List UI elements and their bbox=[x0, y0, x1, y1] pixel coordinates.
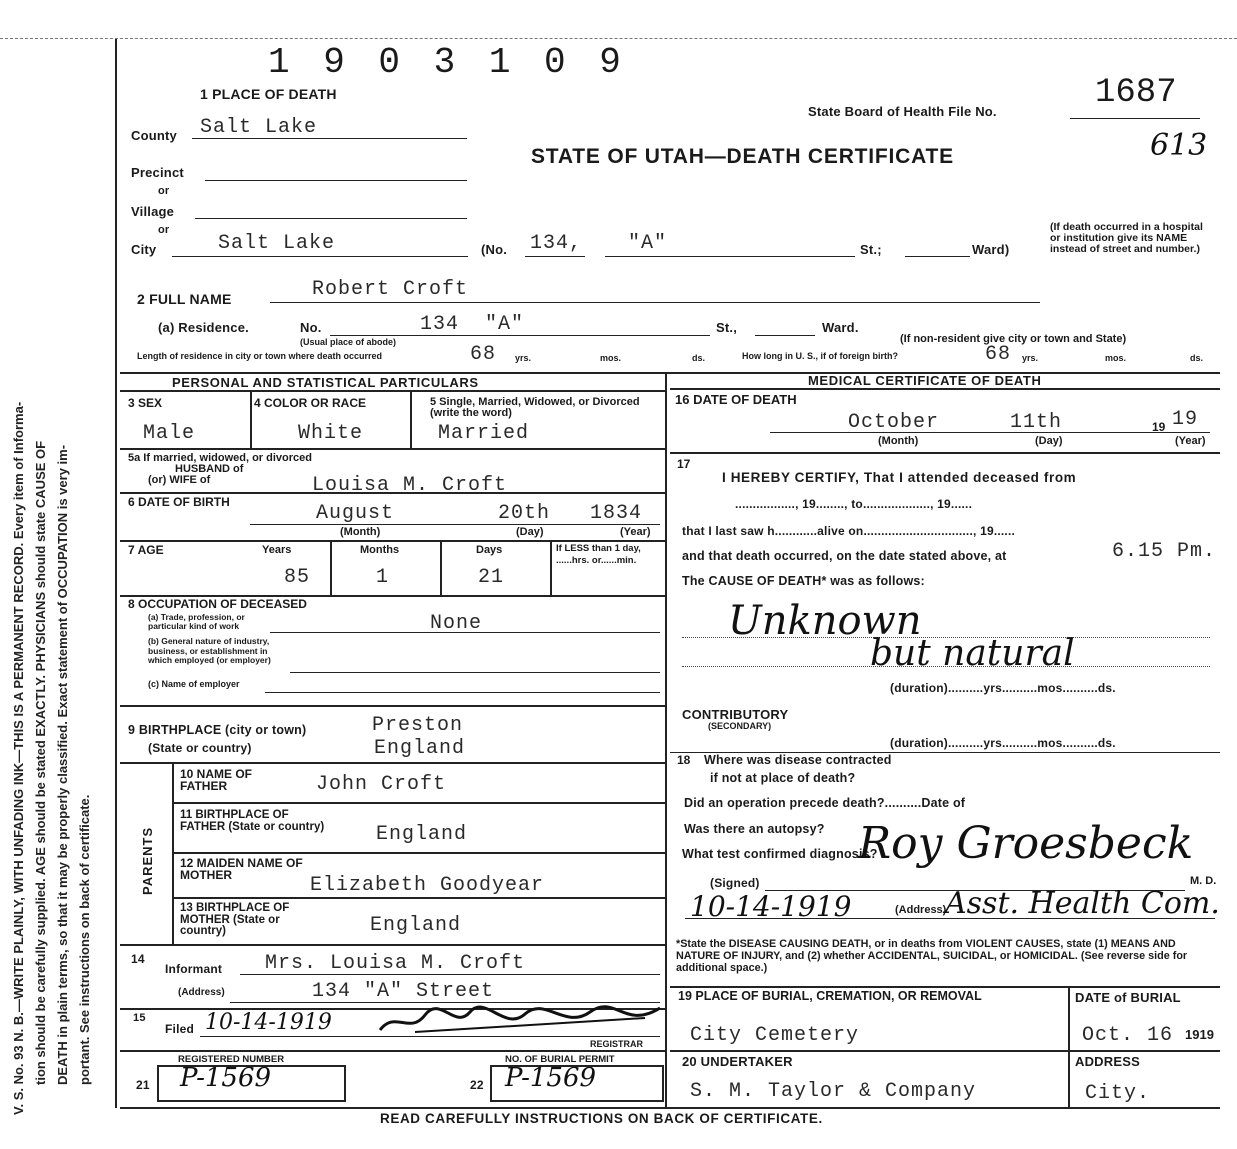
street-number: 134, bbox=[530, 232, 583, 255]
if-not-label: if not at place of death? bbox=[710, 771, 856, 785]
place-of-death-heading: 1 PLACE OF DEATH bbox=[200, 86, 337, 102]
color-value: White bbox=[298, 422, 364, 445]
burial-place: City Cemetery bbox=[690, 1024, 860, 1047]
st-label: St.; bbox=[860, 242, 882, 257]
father-value: John Croft bbox=[316, 773, 447, 796]
dod-day: 11th bbox=[1010, 411, 1063, 434]
burial-permit-number: P-1569 bbox=[505, 1063, 597, 1093]
certify-from-line: ................., 19........, to..................., 19...... bbox=[735, 497, 973, 511]
signed-address: Asst. Health Com. bbox=[945, 886, 1220, 921]
registered-number-label: REGISTERED NUMBER bbox=[178, 1054, 285, 1065]
burial-permit-prefix: 22 bbox=[470, 1078, 484, 1092]
dod-day-label: (Day) bbox=[1035, 435, 1063, 447]
cause-footnote: *State the DISEASE CAUSING DEATH, or in deaths from VIOLENT CAUSES, state (1) MEANS AND NATURE OF INJURY, and (2) whether ACCIDENTAL, SUICIDAL, or HOMICIDAL. (See reverse side for additional space.) bbox=[676, 938, 1188, 974]
undertaker-value: S. M. Taylor & Company bbox=[690, 1080, 977, 1103]
spouse-label-1: 5a If married, widowed, or divorced bbox=[128, 452, 312, 464]
full-name-value: Robert Croft bbox=[312, 278, 469, 301]
where-number: 18 bbox=[677, 753, 691, 767]
us-label: How long in U. S., if of foreign birth? bbox=[742, 351, 898, 361]
cause-primary: Unknown bbox=[728, 598, 922, 644]
father-label: 10 NAME OF FATHER bbox=[180, 767, 253, 793]
cause-duration-1: (duration)..........yrs..........mos..........ds. bbox=[890, 681, 1116, 695]
serial-number: 1 9 0 3 1 0 9 bbox=[268, 42, 627, 83]
file-number-label: State Board of Health File No. bbox=[808, 104, 997, 119]
undertaker-label: 20 UNDERTAKER bbox=[682, 1054, 793, 1069]
length-label: Length of residence in city or town where death occurred bbox=[137, 351, 383, 361]
age-months: 1 bbox=[376, 566, 390, 589]
registrar-signature bbox=[375, 1000, 665, 1040]
age-months-label: Months bbox=[360, 544, 400, 556]
informant-number: 14 bbox=[131, 952, 145, 966]
personal-heading: PERSONAL AND STATISTICAL PARTICULARS bbox=[172, 375, 479, 390]
signed-label: (Signed) bbox=[710, 876, 760, 890]
burial-date: Oct. 16 bbox=[1082, 1024, 1174, 1047]
cause-secondary: but natural bbox=[870, 633, 1075, 674]
file-number-extra: 613 bbox=[1150, 128, 1208, 163]
age-days-label: Days bbox=[476, 544, 503, 556]
us-mos: mos. bbox=[1105, 353, 1127, 363]
dod-month: October bbox=[848, 411, 940, 434]
filed-label: Filed bbox=[165, 1022, 195, 1036]
informant-label: Informant bbox=[165, 962, 223, 976]
residence-number: 134 bbox=[420, 313, 460, 336]
spouse-label-2: HUSBAND of bbox=[175, 463, 244, 475]
contributory-label: CONTRIBUTORY bbox=[682, 707, 789, 722]
village-label: Village bbox=[131, 204, 175, 219]
burial-place-label: 19 PLACE OF BURIAL, CREMATION, OR REMOVAL bbox=[678, 989, 982, 1003]
certify-number: 17 bbox=[677, 457, 691, 471]
sex-label: 3 SEX bbox=[128, 396, 163, 410]
undertaker-address-label: ADDRESS bbox=[1075, 1054, 1140, 1069]
spouse-label-3: (or) WIFE of bbox=[148, 474, 211, 486]
residence-no-label: No. bbox=[300, 320, 322, 335]
cause-duration-2: (duration)..........yrs..........mos..........ds. bbox=[890, 736, 1116, 750]
parents-label: PARENTS bbox=[140, 826, 155, 895]
burial-permit-label: NO. OF BURIAL PERMIT bbox=[505, 1054, 615, 1065]
sidebar-instructions bbox=[8, 15, 96, 1115]
informant-address: 134 "A" Street bbox=[312, 980, 495, 1003]
occupation-a-label: (a) Trade, profession, or particular kind of work bbox=[148, 612, 245, 631]
residence-ward-label: Ward. bbox=[822, 320, 859, 335]
registrar-label: REGISTRAR bbox=[590, 1039, 644, 1049]
autopsy-label: Was there an autopsy? bbox=[684, 822, 825, 836]
occupation-value: None bbox=[430, 612, 483, 635]
father-birthplace-label: 11 BIRTHPLACE OF FATHER (State or country) bbox=[180, 809, 325, 833]
father-birthplace: England bbox=[376, 823, 468, 846]
mother-value: Elizabeth Goodyear bbox=[310, 874, 545, 897]
registered-number: P-1569 bbox=[180, 1063, 272, 1093]
length-mos: mos. bbox=[600, 353, 622, 363]
informant-address-label: (Address) bbox=[178, 987, 225, 998]
occupation-b-label: (b) General nature of industry, business, or establishment in which employed (or employer) bbox=[148, 636, 271, 665]
precinct-label: Precinct bbox=[131, 165, 184, 180]
us-ds: ds. bbox=[1190, 353, 1204, 363]
occupation-c-label: (c) Name of employer bbox=[148, 679, 240, 689]
certificate-title: STATE OF UTAH—DEATH CERTIFICATE bbox=[531, 145, 954, 168]
spouse-value: Louisa M. Croft bbox=[312, 474, 508, 497]
dob-label: 6 DATE OF BIRTH bbox=[128, 495, 230, 509]
physician-signature: Roy Groesbeck bbox=[858, 818, 1194, 869]
signed-date: 10-14-1919 bbox=[690, 890, 852, 923]
length-ds: ds. bbox=[692, 353, 706, 363]
death-time: 6.15 Pm. bbox=[1112, 540, 1217, 563]
street-name: "A" bbox=[628, 232, 668, 255]
mother-label: 12 MAIDEN NAME OF MOTHER bbox=[180, 856, 303, 882]
filed-date: 10-14-1919 bbox=[205, 1010, 332, 1035]
dod-year-label: (Year) bbox=[1175, 435, 1206, 447]
birthplace-country: England bbox=[374, 737, 466, 760]
sidebar-line-3: DEATH in plain terms, so that it may be properly classified. Exact statement of OCCUPATION is very im- bbox=[55, 444, 70, 1085]
dod-month-label: (Month) bbox=[878, 435, 919, 447]
us-years: 68 bbox=[985, 343, 1012, 366]
mother-birthplace: England bbox=[370, 914, 462, 937]
secondary-label: (SECONDARY) bbox=[708, 721, 772, 731]
dob-year: 1834 bbox=[590, 502, 643, 525]
certify-text: I HEREBY CERTIFY, That I attended deceased from bbox=[722, 470, 1077, 485]
file-number: 1687 bbox=[1095, 74, 1177, 112]
burial-year: 1919 bbox=[1185, 1027, 1214, 1042]
registered-number-box bbox=[157, 1065, 346, 1102]
dod-year-prefix: 19 bbox=[1152, 420, 1166, 434]
dod-label: 16 DATE OF DEATH bbox=[675, 392, 797, 407]
us-yrs: yrs. bbox=[1022, 353, 1039, 363]
birthplace-label: 9 BIRTHPLACE (city or town) bbox=[128, 723, 307, 737]
residence-street: "A" bbox=[485, 313, 525, 336]
city-label: City bbox=[131, 242, 157, 257]
undertaker-address: City. bbox=[1085, 1082, 1151, 1105]
md-label: M. D. bbox=[1190, 875, 1217, 887]
registrar-signature-icon bbox=[375, 1000, 665, 1040]
birthplace-city: Preston bbox=[372, 714, 464, 737]
dob-year-label: (Year) bbox=[620, 526, 651, 538]
or-label-1: or bbox=[158, 185, 170, 197]
operation-label: Did an operation precede death?..........Date of bbox=[684, 796, 966, 810]
birthplace-state-label: (State or country) bbox=[148, 741, 252, 755]
burial-permit-box bbox=[490, 1065, 664, 1102]
last-saw-line: that I last saw h............alive on..............................., 19...... bbox=[682, 524, 1016, 538]
street-number-label: (No. bbox=[481, 242, 508, 257]
residence-label: (a) Residence. bbox=[158, 320, 249, 335]
ward-label: Ward) bbox=[972, 242, 1010, 257]
sex-value: Male bbox=[143, 422, 196, 445]
signed-address-label: (Address) bbox=[895, 904, 947, 916]
dob-month: August bbox=[316, 502, 395, 525]
dod-year: 19 bbox=[1172, 408, 1199, 431]
length-yrs: yrs. bbox=[515, 353, 532, 363]
marital-value: Married bbox=[438, 422, 530, 445]
burial-date-label: DATE of BURIAL bbox=[1075, 990, 1181, 1005]
sidebar-line-1: V. S. No. 93 N. B.—WRITE PLAINLY, WITH UNFADING INK—THIS IS A PERMANENT RECORD. Every item of Informa- bbox=[11, 401, 26, 1115]
age-years: 85 bbox=[284, 566, 311, 589]
full-name-label: 2 FULL NAME bbox=[137, 291, 232, 307]
age-label: 7 AGE bbox=[128, 543, 164, 557]
informant-value: Mrs. Louisa M. Croft bbox=[265, 952, 526, 975]
or-label-2: or bbox=[158, 224, 170, 236]
footer-instructions: READ CAREFULLY INSTRUCTIONS ON BACK OF CERTIFICATE. bbox=[380, 1111, 823, 1126]
age-less-label: If LESS than 1 day, ......hrs. or......min. bbox=[556, 543, 641, 566]
filed-number: 15 bbox=[133, 1012, 146, 1024]
where-contracted-label: Where was disease contracted bbox=[704, 753, 892, 767]
county-label: County bbox=[131, 128, 177, 143]
cause-label: The CAUSE OF DEATH* was as follows: bbox=[682, 574, 925, 588]
city-value: Salt Lake bbox=[218, 232, 336, 255]
sidebar-line-2: tion should be carefully supplied. AGE should be stated EXACTLY. PHYSICIANS should state CAUSE OF bbox=[33, 440, 48, 1085]
residence-st-label: St., bbox=[716, 320, 738, 335]
county-value: Salt Lake bbox=[200, 116, 318, 139]
death-occurred-label: and that death occurred, on the date stated above, at bbox=[682, 549, 1007, 563]
age-days: 21 bbox=[478, 566, 505, 589]
color-label: 4 COLOR OR RACE bbox=[254, 396, 367, 410]
nonresident-note: (If non-resident give city or town and State) bbox=[900, 333, 1127, 345]
dob-month-label: (Month) bbox=[340, 526, 381, 538]
medical-heading: MEDICAL CERTIFICATE OF DEATH bbox=[808, 373, 1042, 388]
test-label: What test confirmed diagnosis? bbox=[682, 847, 878, 861]
sidebar-line-4: portant. See instructions on back of certificate. bbox=[77, 794, 92, 1085]
mother-birthplace-label: 13 BIRTHPLACE OF MOTHER (State or country) bbox=[180, 902, 290, 937]
hospital-note: (If death occurred in a hospital or institution give its NAME instead of street and number.) bbox=[1050, 221, 1203, 255]
usual-abode-label: (Usual place of abode) bbox=[300, 337, 397, 347]
registered-number-prefix: 21 bbox=[136, 1078, 150, 1092]
age-years-label: Years bbox=[262, 544, 292, 556]
dob-day: 20th bbox=[498, 502, 551, 525]
occupation-label: 8 OCCUPATION OF DECEASED bbox=[128, 597, 307, 611]
length-years: 68 bbox=[470, 343, 497, 366]
dob-day-label: (Day) bbox=[516, 526, 544, 538]
marital-label: 5 Single, Married, Widowed, or Divorced (write the word) bbox=[430, 396, 640, 419]
